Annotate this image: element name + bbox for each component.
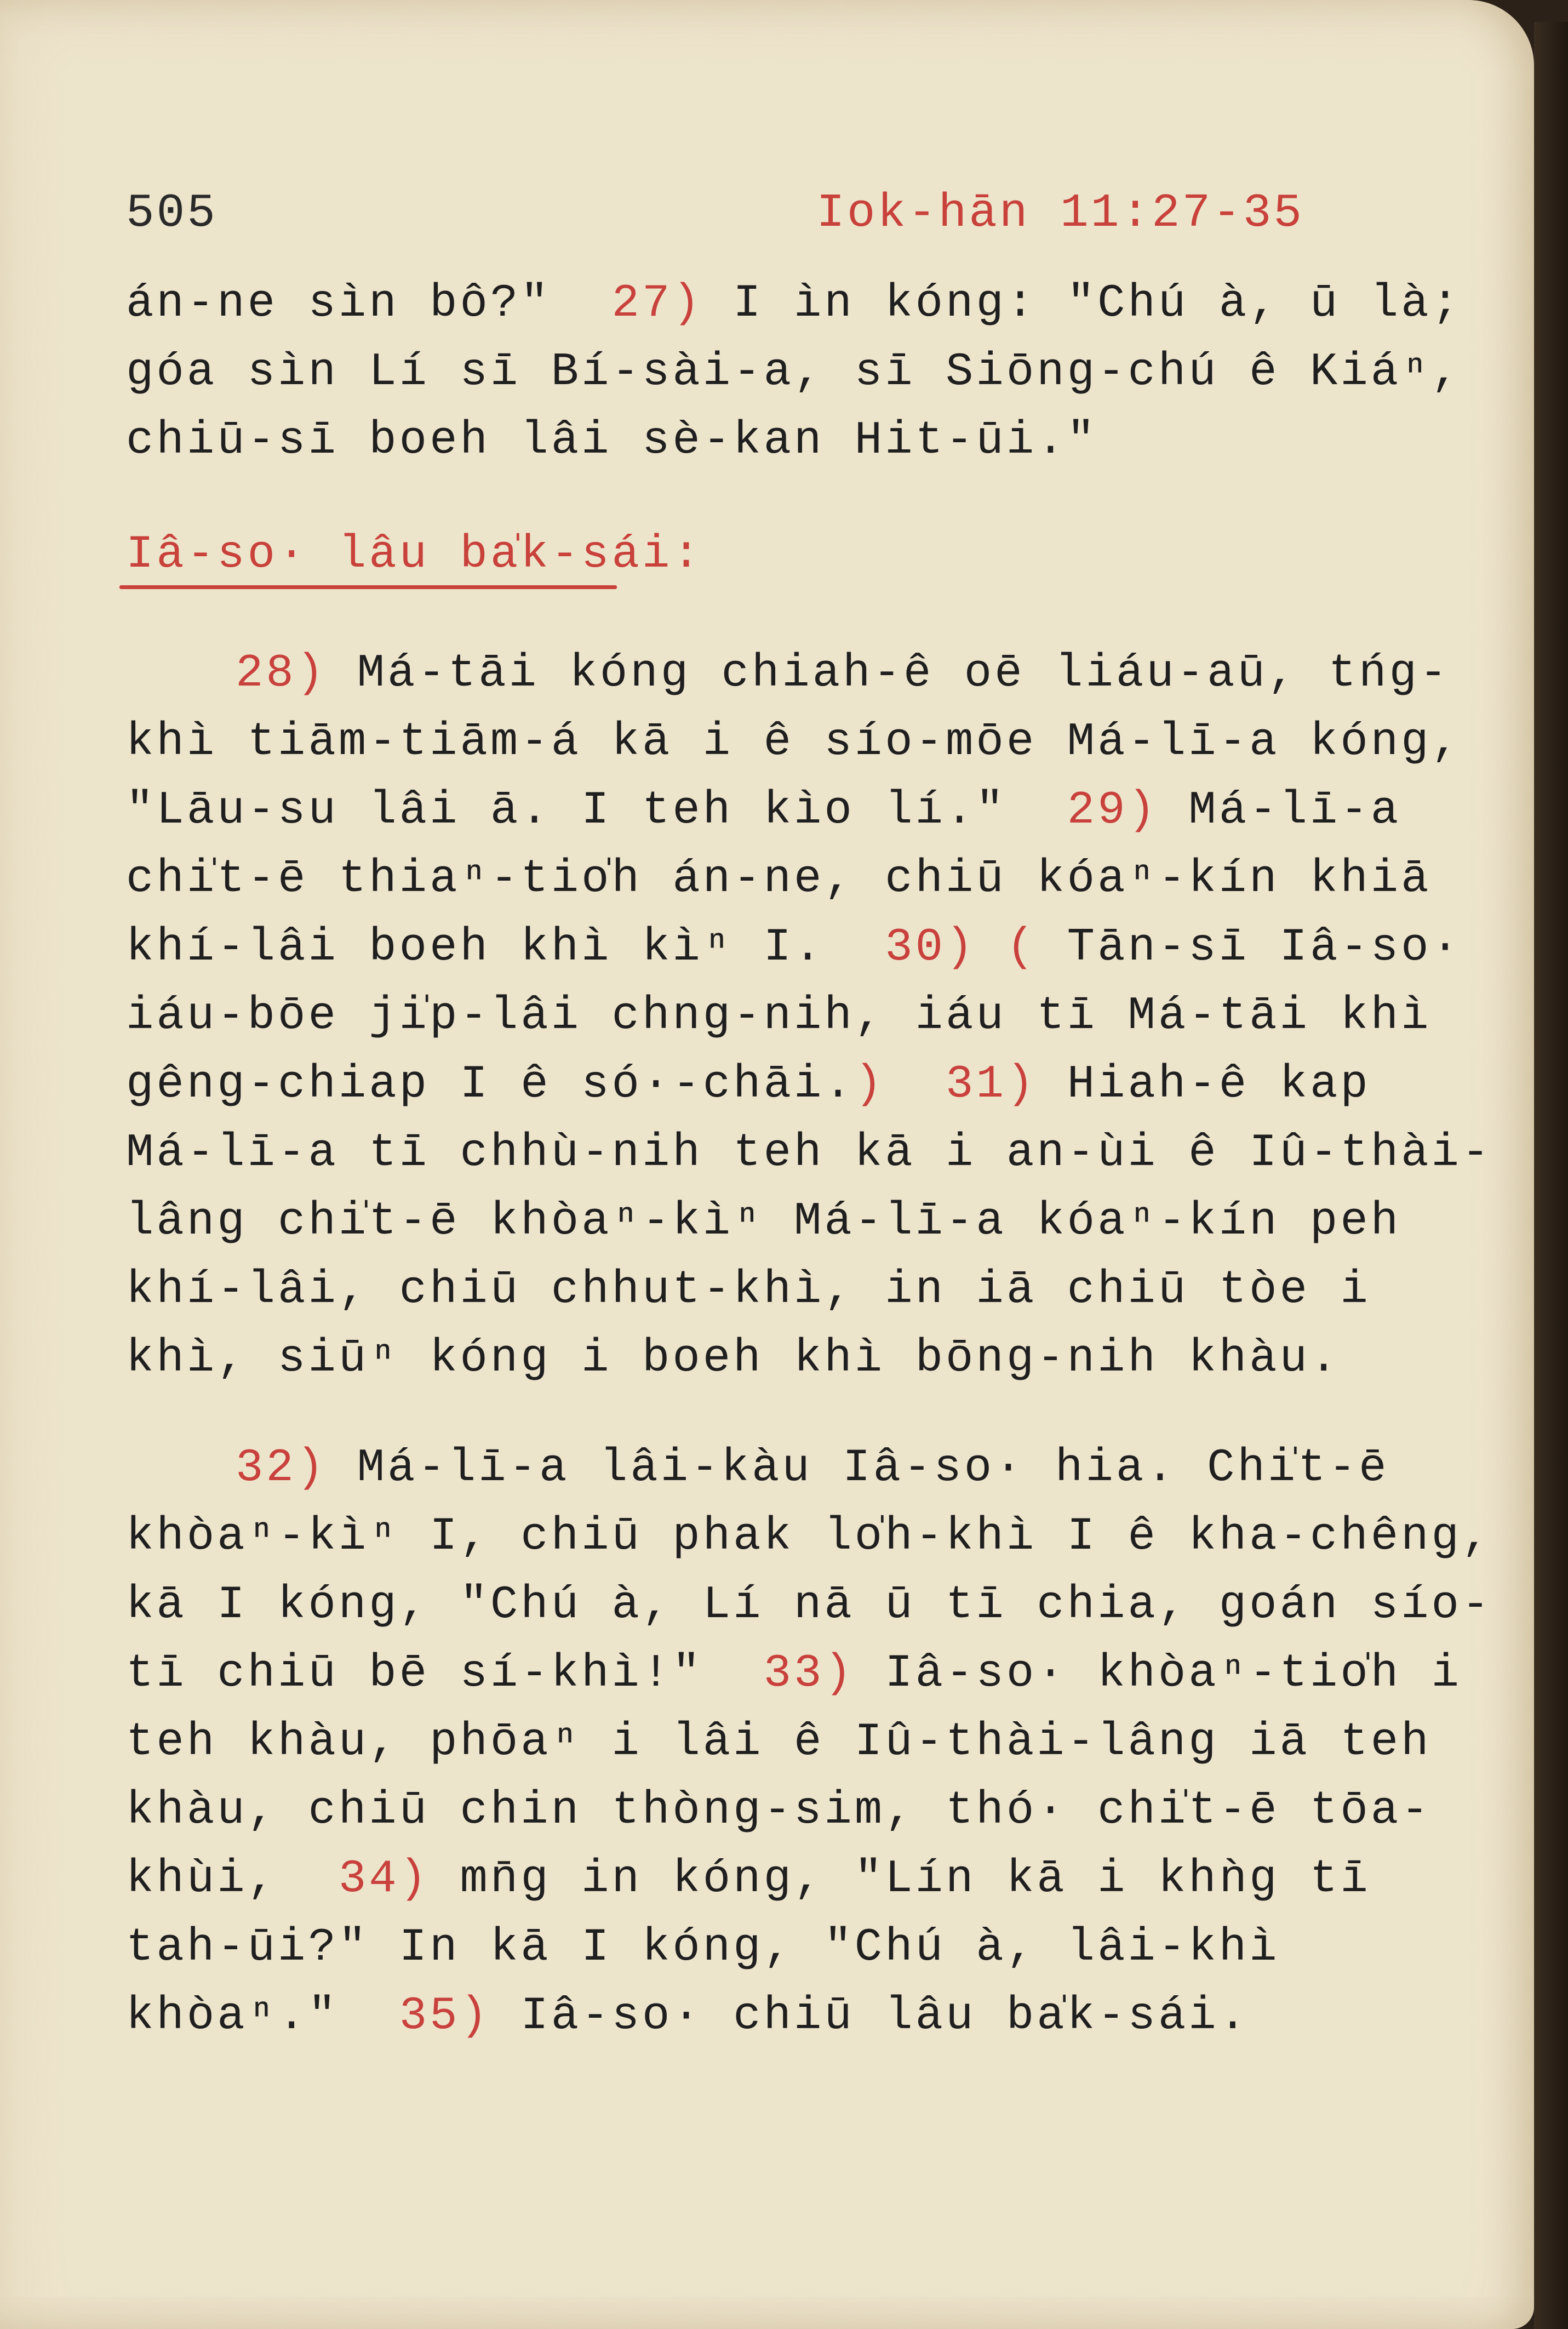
verse-number: 32): [236, 1442, 327, 1494]
text-line: 32) Má-lī-a lâi-kàu Iâ-so· hia. Chi̍t-ē: [236, 1442, 1389, 1494]
text-line: khòaⁿ-kìⁿ I, chiū phak lo̍h-khì I ê kha-chêng,: [126, 1511, 1492, 1563]
text-line: gêng-chiap I ê só·-chāi.) 31) Hiah-ê kap: [126, 1059, 1371, 1111]
text-line: khì, siūⁿ kóng i boeh khì bōng-nih khàu.: [126, 1333, 1341, 1385]
text-line: iáu-bōe ji̍p-lâi chng-nih, iáu tī Má-tāi khì: [126, 990, 1432, 1042]
text-line: kā I kóng, "Chú à, Lí nā ū tī chia, goán sío-: [126, 1579, 1492, 1631]
verse-number: 27): [611, 278, 703, 330]
text-line: teh khàu, phōaⁿ i lâi ê Iû-thài-lâng iā teh: [126, 1716, 1432, 1768]
text-line: khí-lâi boeh khì kìⁿ I. 30) ( Tān-sī Iâ-so·: [126, 922, 1462, 974]
text-line: chi̍t-ē thiaⁿ-tio̍h án-ne, chiū kóaⁿ-kín khiā: [126, 853, 1432, 905]
text-line: Má-lī-a tī chhù-nih teh kā i an-ùi ê Iû-thài-: [126, 1127, 1492, 1179]
text-line: khàu, chiū chin thòng-sim, thó· chi̍t-ē tōa-: [126, 1785, 1432, 1837]
text-line: tī chiū bē sí-khì!" 33) Iâ-so· khòaⁿ-tio̍h i: [126, 1648, 1462, 1700]
verse-number: 34): [338, 1853, 430, 1905]
text-line: góa sìn Lí sī Bí-sài-a, sī Siōng-chú ê Kiáⁿ,: [126, 346, 1462, 398]
text-line: 28) Má-tāi kóng chiah-ê oē liáu-aū, tńg-: [236, 648, 1450, 700]
text-line: lâng chi̍t-ē khòaⁿ-kìⁿ Má-lī-a kóaⁿ-kín peh: [126, 1196, 1401, 1248]
text-line: khùi, 34) mn̄g in kóng, "Lín kā i khǹg tī: [126, 1853, 1371, 1905]
book-spine-shadow: [1534, 22, 1568, 2329]
verse-number: 29): [1067, 785, 1158, 837]
heading-underline: [119, 585, 617, 589]
text-line: tah-ūi?" In kā I kóng, "Chú à, lâi-khì: [126, 1922, 1280, 1974]
text-line: "Lāu-su lâi ā. I teh kìo lí." 29) Má-lī-a: [126, 785, 1401, 837]
verse-number: 35): [399, 1990, 490, 2042]
verse-number: 28): [236, 648, 327, 700]
verse-number: 30) (: [885, 922, 1037, 974]
text-line: chiū-sī boeh lâi sè-kan Hit-ūi.": [126, 415, 1098, 467]
verse-number: 31): [946, 1059, 1037, 1111]
chapter-reference: Iok-hān 11:27-35: [816, 186, 1304, 240]
text-line: khí-lâi, chiū chhut-khì, in iā chiū tòe i: [126, 1264, 1371, 1316]
text-line: khì tiām-tiām-á kā i ê sío-mōe Má-lī-a kóng,: [126, 716, 1462, 768]
section-heading: Iâ-so· lâu ba̍k-sái:: [126, 529, 703, 581]
text-line: án-ne sìn bô?" 27) I ìn kóng: "Chú à, ū là;: [126, 278, 1462, 330]
text-line: khòaⁿ." 35) Iâ-so· chiū lâu ba̍k-sái.: [126, 1990, 1250, 2042]
verse-number: 33): [763, 1648, 855, 1700]
page-number: 505: [126, 186, 218, 240]
